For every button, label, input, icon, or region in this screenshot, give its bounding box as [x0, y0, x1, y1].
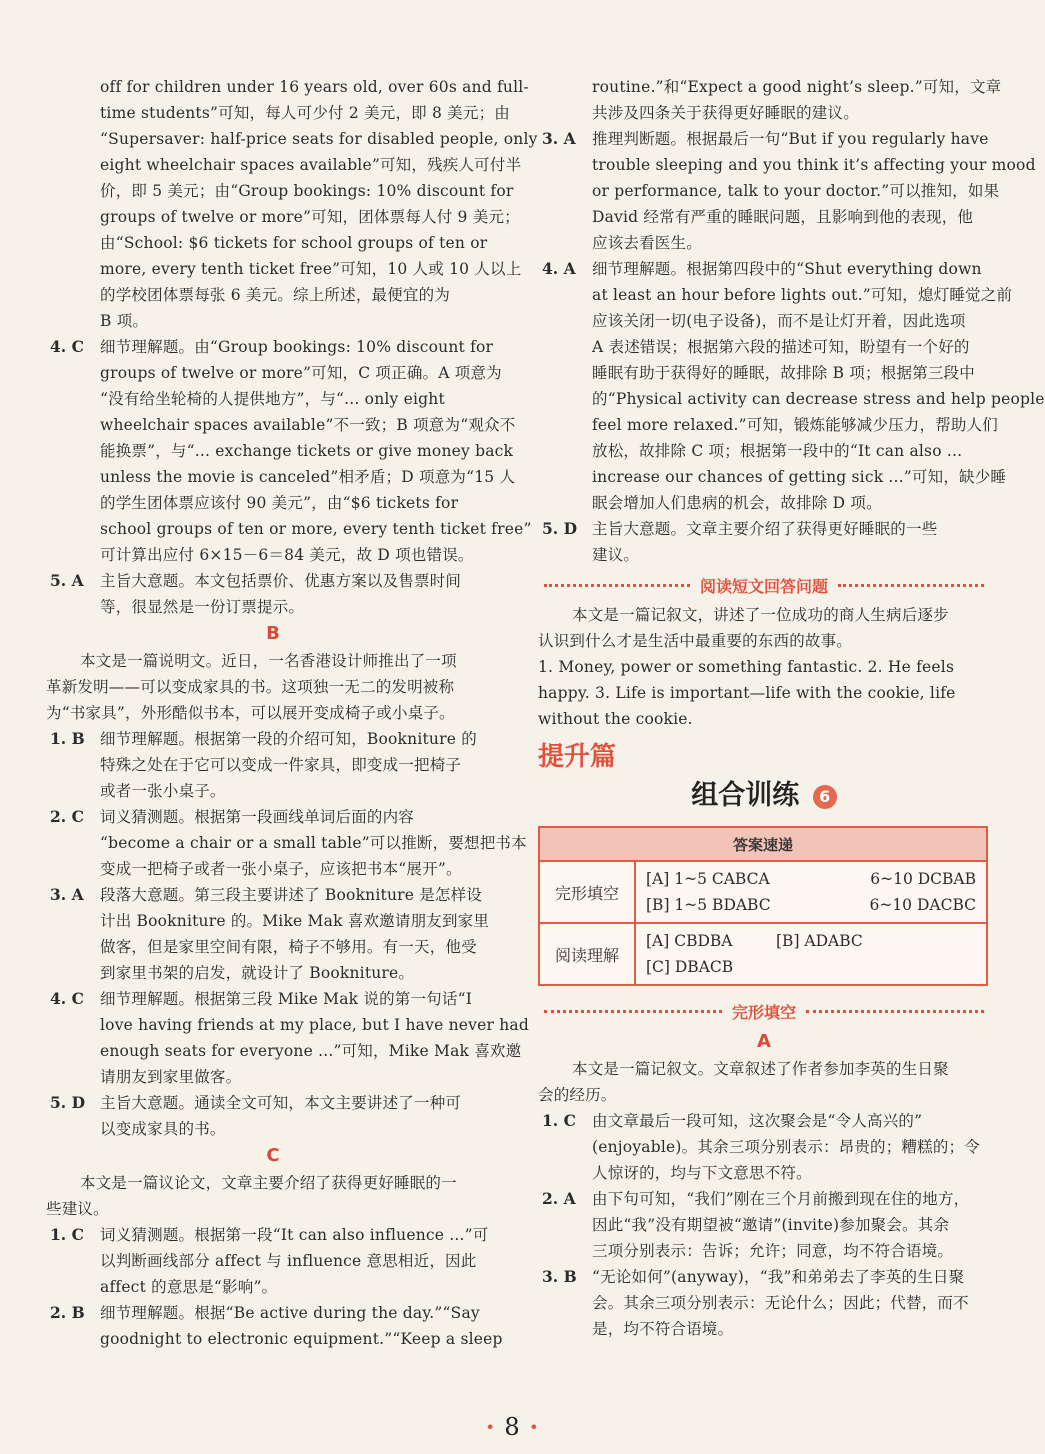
intro-line: 本文是一篇说明文。近日，一名香港设计师推出了一项 [80, 652, 457, 670]
text-line: 推理判断题。根据最后一句“But if you regularly have [592, 130, 989, 148]
answer-table [538, 826, 988, 986]
text-line: 能换票”，与“... exchange tickets or give money back [100, 442, 514, 460]
decor-dot: · [486, 1412, 495, 1441]
qa-answer-line: without the cookie. [538, 710, 693, 728]
answer-item [46, 334, 532, 568]
dotted-rule [838, 584, 984, 587]
answer-group: [B] ADABC [776, 932, 863, 950]
text-line: 词义猜测题。根据第一段画线单词后面的内容 [100, 808, 415, 826]
text-line: 主旨大意题。文章主要介绍了获得更好睡眠的一些 [592, 520, 938, 538]
table-row [539, 861, 987, 923]
answer-number: 4. C [50, 989, 84, 1008]
text-line: 的学校团体票每张 6 美元。综上所述，最便宜的为 [100, 286, 451, 304]
text-line: 段落大意题。第三段主要讲述了 Bookniture 是怎样设 [100, 886, 483, 904]
text-line: “Supersaver: half-price seats for disabled people, only [100, 130, 538, 148]
answer-number: 4. A [542, 259, 576, 278]
answer-number: 4. C [50, 337, 84, 356]
part-title: 提升篇 [538, 742, 617, 772]
group-title-text: 组合训练 [691, 780, 800, 811]
text-line: David 经常有严重的睡眠问题，且影响到他的表现，他 [592, 208, 974, 226]
text-line: goodnight to electronic equipment.”“Keep a sleep [100, 1330, 503, 1348]
continued-answer [538, 74, 1002, 126]
answer-number: 3. A [542, 129, 576, 148]
text-line: 由“School: $6 tickets for school groups of ten or [100, 234, 488, 252]
text-line: 由文章最后一段可知，这次聚会是“令人高兴的” [592, 1112, 923, 1130]
intro-line: 认识到什么才是生活中最重要的东西的故事。 [538, 632, 853, 650]
text-line: 到家里书架的启发，就设计了 Bookniture。 [100, 964, 415, 982]
answer-table-header: 答案速递 [539, 827, 987, 861]
text-line: 眠会增加人们患病的机会，故排除 D 项。 [592, 494, 882, 512]
text-line: 价，即 5 美元；由“Group bookings: 10% discount for [100, 182, 514, 200]
text-line: 因此“我”没有期望被“邀请”(invite)参加聚会。其余 [592, 1216, 950, 1234]
dotted-rule [544, 584, 690, 587]
text-line: 的“Physical activity can decrease stress and help people [592, 390, 1045, 408]
answer-item [538, 1108, 990, 1186]
text-line: 计出 Bookniture 的。Mike Mak 喜欢邀请朋友到家里 [100, 912, 490, 930]
text-line: enough seats for everyone ...”可知，Mike Mak 喜欢邀 [100, 1042, 522, 1060]
intro-line: 些建议。 [46, 1200, 109, 1218]
text-line: 特殊之处在于它可以变成一件家具，即变成一把椅子 [100, 756, 462, 774]
answer-number: 5. A [50, 571, 84, 590]
text-line: 请朋友到家里做客。 [100, 1068, 242, 1086]
text-line: 细节理解题。根据第三段 Mike Mak 说的第一句话“I [100, 990, 473, 1008]
right-column [538, 74, 1045, 1342]
text-line: love having friends at my place, but I have never had [100, 1016, 529, 1034]
section-title: 阅读短文回答问题 [700, 576, 829, 596]
text-line: (enjoyable)。其余三项分别表示：昂贵的；糟糕的；令 [592, 1138, 980, 1156]
text-line: eight wheelchair spaces available”可知，残疾人可付半 [100, 156, 522, 174]
answer-group: [A] 1~5 CABCA [646, 870, 770, 888]
text-line: 以变成家具的书。 [100, 1120, 226, 1138]
answer-item [46, 804, 527, 882]
decor-dot: · [529, 1412, 538, 1441]
page-number-text: 8 [504, 1413, 520, 1441]
answer-number: 3. A [50, 885, 84, 904]
row-answers [635, 861, 987, 923]
answer-number: 2. A [542, 1189, 576, 1208]
page-number [0, 1412, 1024, 1441]
answer-item [46, 882, 500, 986]
text-line: 人惊讶的，均与下文意思不符。 [592, 1164, 812, 1182]
dotted-rule [806, 1010, 984, 1013]
section-letter-b: B [266, 623, 280, 644]
qa-answer-line: happy. 3. Life is important—life with the cookie, life [538, 684, 956, 702]
answer-item [46, 1090, 500, 1142]
reading-qa-heading [538, 568, 990, 602]
text-line: increase our chances of getting sick ...”可知，缺少睡 [592, 468, 1007, 486]
answer-number: 5. D [542, 519, 578, 538]
row-label: 阅读理解 [539, 923, 635, 985]
text-line: off for children under 16 years old, over 60s and full- [100, 78, 529, 96]
section-title: 完形填空 [732, 1002, 797, 1022]
answer-item [538, 1264, 990, 1342]
answer-item [46, 1300, 503, 1352]
text-line: 或者一张小桌子。 [100, 782, 226, 800]
answer-group: [B] 1~5 BDABC [646, 896, 771, 914]
answer-item [538, 1186, 990, 1264]
answer-group: 6~10 DCBAB [870, 870, 976, 888]
qa-answer-line: 1. Money, power or something fantastic. 2. He feels [538, 658, 955, 676]
text-line: 词义猜测题。根据第一段“It can also influence ...”可 [100, 1226, 489, 1244]
text-line: 应该关闭一切(电子设备)，而不是让灯开着，因此选项 [592, 312, 966, 330]
text-line: 睡眠有助于获得好的睡眠，故排除 B 项；根据第三段中 [592, 364, 975, 382]
text-line: school groups of ten or more, every tenth ticket free” [100, 520, 532, 538]
answer-item [46, 726, 500, 804]
left-column [46, 74, 538, 1352]
answer-number: 1. C [542, 1111, 576, 1130]
text-line: or performance, talk to your doctor.”可以推知，如果 [592, 182, 1000, 200]
text-line: 以判断画线部分 affect 与 influence 意思相近，因此 [100, 1252, 477, 1270]
text-line: groups of twelve or more”可知，C 项正确。A 项意为 [100, 364, 502, 382]
text-line: 细节理解题。根据第四段中的“Shut everything down [592, 260, 982, 278]
intro-line: 本文是一篇记叙文。文章叙述了作者参加李英的生日聚 [572, 1060, 949, 1078]
text-line: 放松，故排除 C 项；根据第一段中的“It can also ... [592, 442, 963, 460]
row-label: 完形填空 [539, 861, 635, 923]
text-line: 是，均不符合语境。 [592, 1320, 734, 1338]
text-line: B 项。 [100, 312, 149, 330]
answer-item [46, 568, 500, 620]
text-line: routine.”和“Expect a good night’s sleep.”可知，文章 [592, 78, 1002, 96]
text-line: 主旨大意题。通读全文可知，本文主要讲述了一种可 [100, 1094, 462, 1112]
group-number-badge: 6 [813, 785, 837, 809]
intro-line: 为“书家具”，外形酷似书本，可以展开变成椅子或小桌子。 [46, 704, 455, 722]
text-line: 细节理解题。根据第一段的介绍可知，Bookniture 的 [100, 730, 477, 748]
text-line: 会。其余三项分别表示：无论什么；因此；代替，而不 [592, 1294, 969, 1312]
text-line: 共涉及四条关于获得更好睡眠的建议。 [592, 104, 859, 122]
answer-number: 5. D [50, 1093, 86, 1112]
answer-number: 1. B [50, 729, 85, 748]
intro-line: 会的经历。 [538, 1086, 617, 1104]
text-line: at least an hour before lights out.”可知，熄灯睡觉之前 [592, 286, 1013, 304]
text-line: 应该去看医生。 [592, 234, 702, 252]
text-line: “没有给坐轮椅的人提供地方”，与“... only eight [100, 390, 445, 408]
answer-item [538, 126, 1036, 256]
answer-number: 2. C [50, 807, 84, 826]
continued-answer [46, 74, 538, 334]
answer-number: 3. B [542, 1267, 577, 1286]
table-row [539, 923, 987, 985]
text-line: affect 的意思是“影响”。 [100, 1278, 278, 1296]
cloze-heading [538, 994, 990, 1028]
dotted-rule [544, 1010, 722, 1013]
row-answers [635, 923, 987, 985]
text-line: 做客，但是家里空间有限，椅子不够用。有一天，他受 [100, 938, 477, 956]
text-line: 等，很显然是一份订票提示。 [100, 598, 305, 616]
answer-item [46, 986, 529, 1090]
text-line: A 表述错误；根据第六段的描述可知，盼望有一个好的 [592, 338, 970, 356]
text-line: groups of twelve or more”可知，团体票每人付 9 美元； [100, 208, 520, 226]
intro-line: 本文是一篇记叙文，讲述了一位成功的商人生病后逐步 [572, 606, 949, 624]
text-line: 细节理解题。根据“Be active during the day.”“Say [100, 1304, 480, 1322]
intro-line: 革新发明——可以变成家具的书。这项独一无二的发明被称 [46, 678, 455, 696]
text-line: 变成一把椅子或者一张小桌子，应该把书本“展开”。 [100, 860, 462, 878]
text-line: 可计算出应付 6×15－6＝84 美元，故 D 项也错误。 [100, 546, 474, 564]
text-line: “无论如何”(anyway)，“我”和弟弟去了李英的生日聚 [592, 1268, 965, 1286]
group-training-title [538, 776, 990, 816]
text-line: wheelchair spaces available”不一致；B 项意为“观众不 [100, 416, 516, 434]
answer-item [538, 256, 1045, 516]
section-letter-a: A [757, 1031, 771, 1052]
text-line: 三项分别表示：告诉；允许；同意，均不符合语境。 [592, 1242, 954, 1260]
text-line: unless the movie is canceled”相矛盾；D 项意为“15 人 [100, 468, 516, 486]
text-line: trouble sleeping and you think it’s affecting your mood [592, 156, 1036, 174]
text-line: feel more relaxed.”可知，锻炼能够减少压力，帮助人们 [592, 416, 998, 434]
text-line: time students”可知，每人可少付 2 美元，即 8 美元；由 [100, 104, 510, 122]
answer-group: [C] DBACB [646, 958, 734, 976]
text-line: 细节理解题。由“Group bookings: 10% discount for [100, 338, 494, 356]
answer-item [46, 1222, 500, 1300]
section-letter-c: C [266, 1145, 280, 1166]
answer-number: 1. C [50, 1225, 84, 1244]
answer-item [538, 516, 990, 568]
text-line: “become a chair or a small table”可以推断，要想把书本 [100, 834, 527, 852]
text-line: more, every tenth ticket free”可知，10 人或 10 人以上 [100, 260, 522, 278]
text-line: 建议。 [592, 546, 640, 564]
text-line: 主旨大意题。本文包括票价、优惠方案以及售票时间 [100, 572, 462, 590]
text-line: 由下句可知，“我们”刚在三个月前搬到现在住的地方， [592, 1190, 970, 1208]
answer-number: 2. B [50, 1303, 85, 1322]
answer-group: 6~10 DACBC [869, 896, 976, 914]
text-line: 的学生团体票应该付 90 美元”，由“$6 tickets for [100, 494, 459, 512]
answer-group: [A] CBDBA [646, 932, 733, 950]
intro-line: 本文是一篇议论文，文章主要介绍了获得更好睡眠的一 [80, 1174, 457, 1192]
